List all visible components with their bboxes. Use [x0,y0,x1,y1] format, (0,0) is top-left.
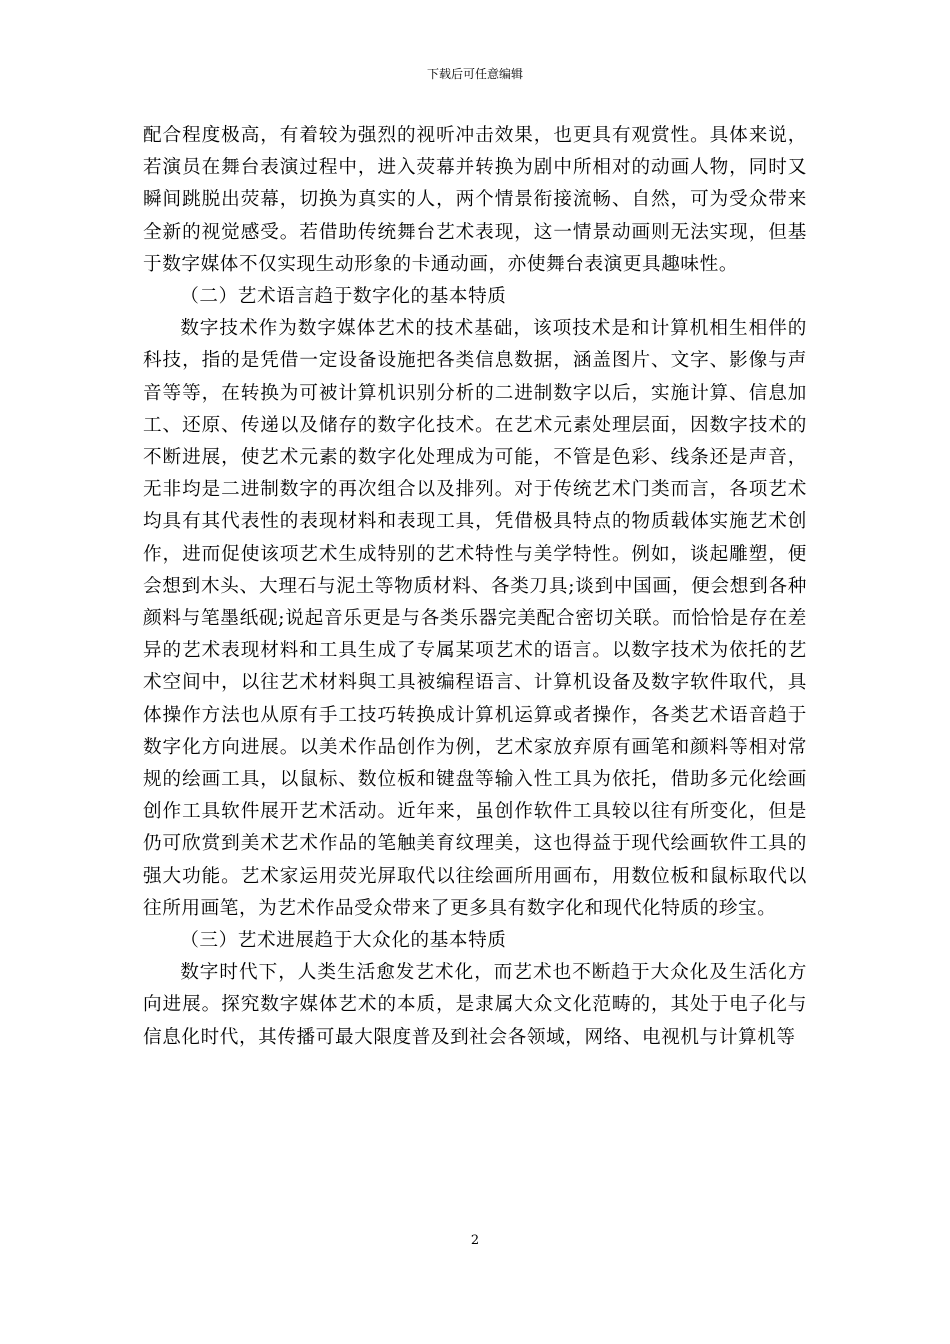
paragraph-continuation: 配合程度极高，有着较为强烈的视听冲击效果，也更具有观赏性。具体来说，若演员在舞台表演过程中，进入荧幕并转换为剧中所相对的动画人物，同时又瞬间跳脱出荧幕，切换为真实的人，两个情景衔接流畅、自然，可为受众带来全新的视觉感受。若借助传统舞台艺术表现，这一情景动画则无法实现，但基于数字媒体不仅实现生动形象的卡通动画，亦使舞台表演更具趣味性。 [143,125,807,275]
paragraph: 数字时代下，人类生活愈发艺术化，而艺术也不断趋于大众化及生活化方向进展。探究数字媒体艺术的本质，是隶属大众文化范畴的，其处于电子化与信息化时代，其传播可最大限度普及到社会各领域，网络、电视机与计算机等 [143,962,807,1048]
section-heading: （三）艺术进展趋于大众化的基本特质 [180,930,507,952]
document-body [143,120,807,1054]
page-header: 下载后可任意编辑 [426,67,523,81]
paragraph: 数字技术作为数字媒体艺术的技术基础，该项技术是和计算机相生相伴的科技，指的是凭借一定设备设施把各类信息数据，涵盖图片、文字、影像与声音等等，在转换为可被计算机识别分析的二进制数字以后，实施计算、信息加工、还原、传递以及储存的数字化技术。在艺术元素处理层面，因数字技术的不断进展，使艺术元素的数字化处理成为可能，不管是色彩、线条还是声音，无非均是二进制数字的再次组合以及排列。对于传统艺术门类而言，各项艺术均具有其代表性的表现材料和表现工具，凭借极具特点的物质载体实施艺术创作，进而促使该项艺术生成特别的艺术特性与美学特性。例如，谈起雕塑，便会想到木头、大理石与泥土等物质材料、各类刀具;谈到中国画，便会想到各种颜料与笔墨纸砚;说起音乐更是与各类乐器完美配合密切关联。而恰恰是存在差异的艺术表现材料和工具生成了专属某项艺术的语言。以数字技术为依托的艺术空间中，以往艺术材料與工具被编程语言、计算机设备及数字软件取代，具体操作方法也从原有手工技巧转换成计算机运算或者操作，各类艺术语音趋于数字化方向进展。以美术作品创作为例，艺术家放弃原有画笔和颜料等相对常规的绘画工具，以鼠标、数位板和键盘等输入性工具为依托，借助多元化绘画创作工具软件展开艺术活动。近年来，虽创作软件工具较以往有所变化，但是仍可欣赏到美术艺术作品的笔触美育纹理美，这也得益于现代绘画软件工具的强大功能。艺术家运用荧光屏取代以往绘画所用画布，用数位板和鼠标取代以往所用画笔，为艺术作品受众带来了更多具有数字化和现代化特质的珍宝。 [143,318,807,919]
section-heading: （二）艺术语言趋于数字化的基本特质 [180,286,507,308]
page-number: 2 [470,1233,480,1248]
